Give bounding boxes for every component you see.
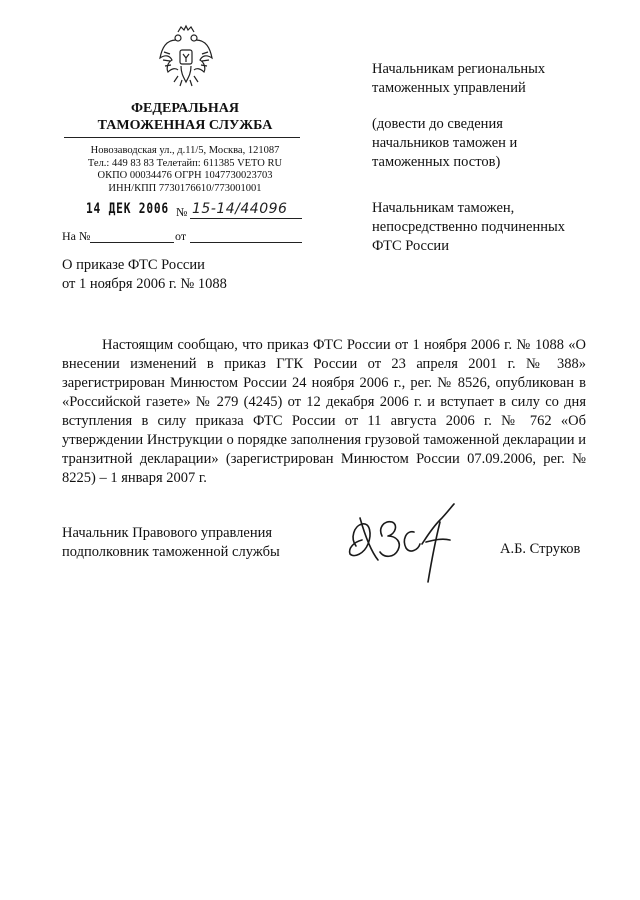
- addressee-regional: [372, 60, 545, 98]
- header-divider: [64, 137, 300, 138]
- addressee-line: ФТС России: [372, 238, 449, 254]
- reply-reference-line: [62, 229, 302, 247]
- registration-number-underline: [190, 218, 302, 219]
- addressee-line: таможенных управлений: [372, 80, 526, 96]
- subject-line2: от 1 ноября 2006 г. № 1088: [62, 276, 227, 292]
- addressee-line: начальников таможен и: [372, 135, 518, 151]
- registration-line: [62, 199, 302, 221]
- organization-name: [60, 100, 310, 134]
- addressee-line: Начальникам региональных: [372, 61, 546, 77]
- registration-date-stamp: 14 ДЕК 2006: [86, 201, 169, 217]
- registration-number: 15-14/44096: [192, 201, 288, 217]
- handwritten-signature-icon: [342, 498, 472, 588]
- reply-number-label: На №: [62, 229, 91, 243]
- letter-body: Настоящим сообщаю, что приказ ФТС России от 1 ноября 2006 г. № 1088 «О внесении изменений в приказ ГТК России от 23 апреля 2001 г. № 388» зарегистрирован Минюстом России 24 ноября 2006 г., рег. № 8526, опубликован в «Российской газете» № 279 (4245) от 12 декабря 2006 г. и вступает в силу со дня вступления в силу приказа ФТС России от 11 августа 2006 г. № 762 «Об утверждении Инструкции о порядке заполнения грузовой таможенной декларации и транзитной декларации» (зарегистрирован Минюстом России 07.09.2006, рег. № 8225) – 1 января 2007 г.: [62, 337, 586, 486]
- addressee-note: [372, 115, 517, 172]
- reply-number-blank: [90, 242, 174, 243]
- addressee-line: таможенных постов): [372, 154, 501, 170]
- addressee-line: непосредственно подчиненных: [372, 219, 565, 235]
- addressee-line: (довести до сведения: [372, 116, 503, 132]
- subject-block: [62, 256, 227, 294]
- reply-date-label: от: [175, 229, 187, 243]
- contact-inn: ИНН/КПП 7730176610/773001001: [108, 182, 262, 194]
- signer-name: А.Б. Струков: [500, 541, 581, 557]
- addressee-customs: [372, 199, 565, 256]
- addressee-line: Начальникам таможен,: [372, 200, 515, 216]
- org-name-line1: ФЕДЕРАЛЬНАЯ: [130, 101, 239, 116]
- registration-number-label: №: [176, 205, 188, 219]
- signer-title-line1: Начальник Правового управления: [62, 525, 273, 541]
- contact-okpo: ОКПО 00034476 ОГРН 1047730023703: [97, 170, 273, 181]
- double-headed-eagle-emblem-icon: [156, 22, 216, 88]
- signer-title: [62, 524, 280, 562]
- contact-block: [60, 145, 310, 195]
- contact-phone: Тел.: 449 83 83 Телетайп: 611385 VETO RU: [87, 157, 283, 169]
- org-name-line2: ТАМОЖЕННАЯ СЛУЖБА: [97, 118, 273, 133]
- reply-date-blank: [190, 242, 302, 243]
- subject-line1: О приказе ФТС России: [62, 257, 205, 273]
- contact-address: Новозаводская ул., д.11/5, Москва, 121087: [90, 145, 280, 156]
- signer-title-line2: подполковник таможенной службы: [62, 544, 280, 560]
